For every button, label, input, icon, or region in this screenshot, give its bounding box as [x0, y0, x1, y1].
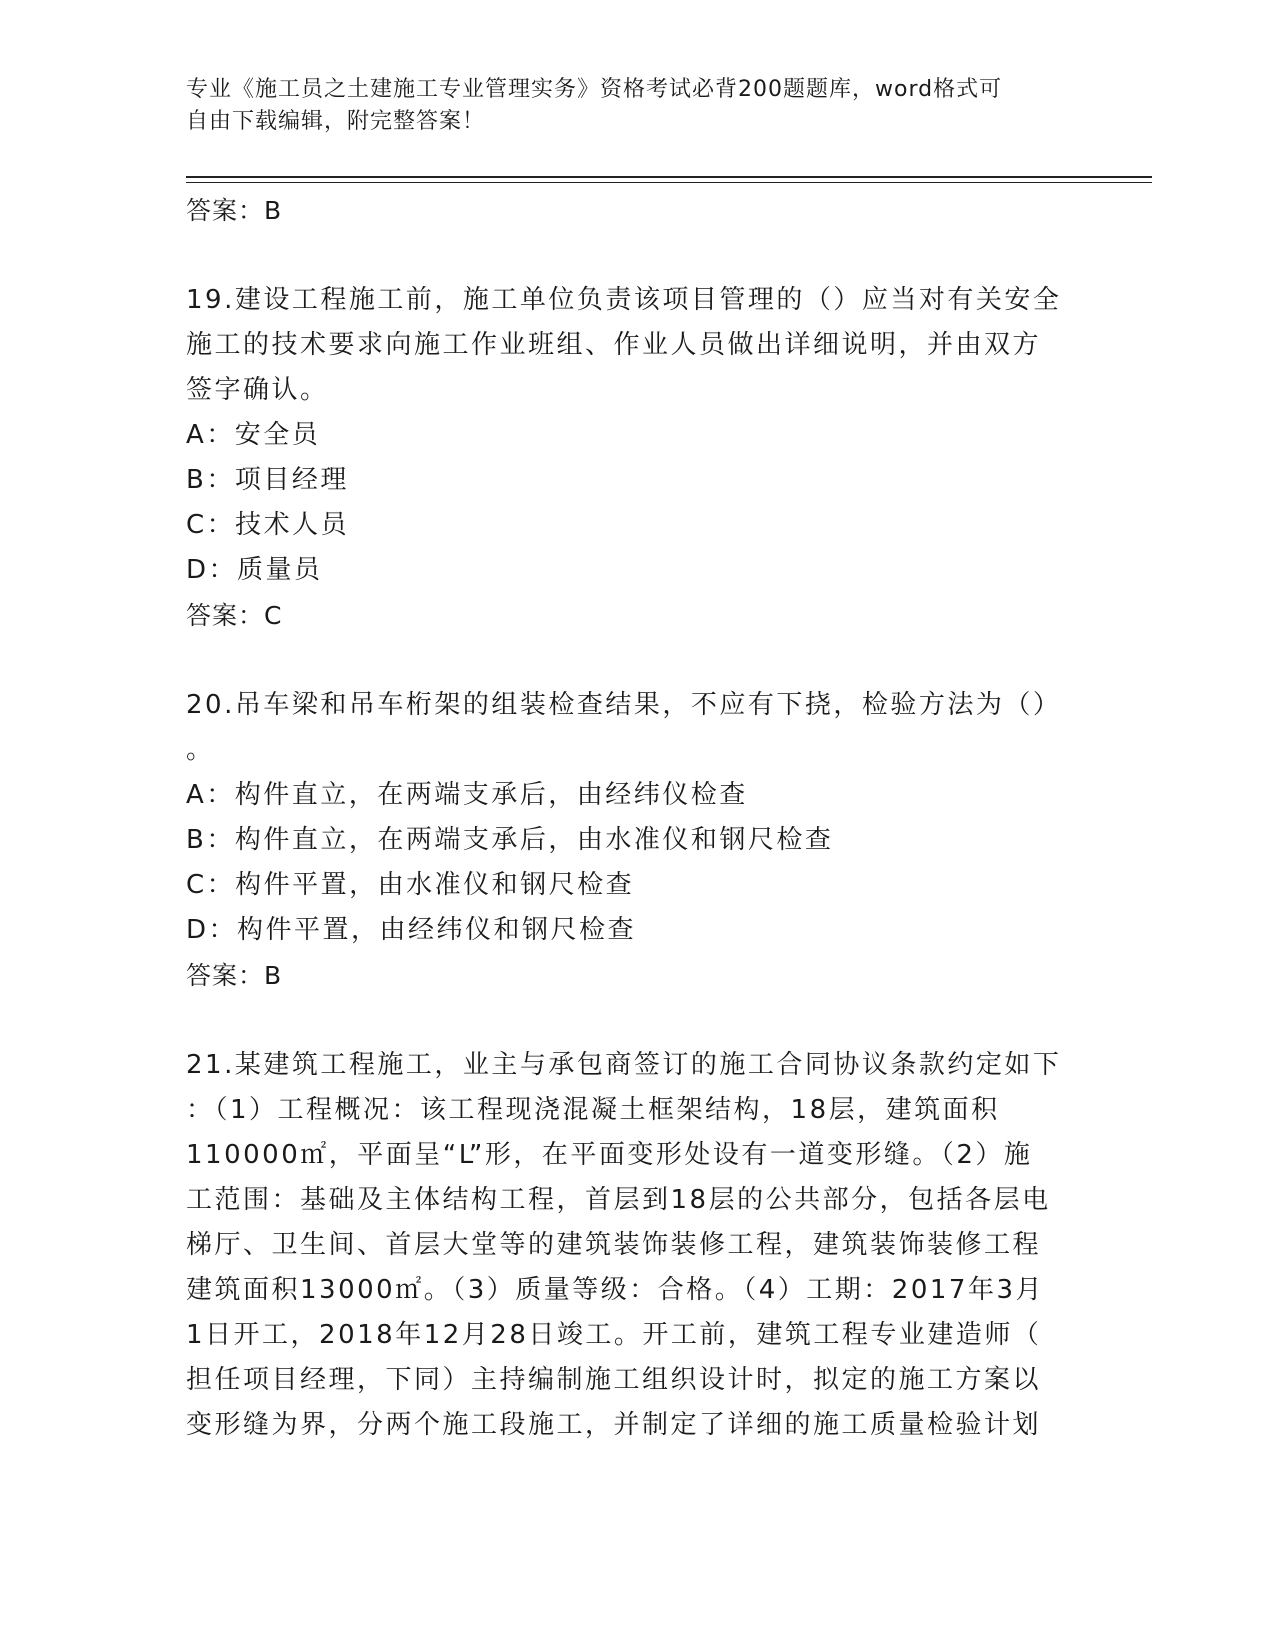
option-c: C：技术人员: [186, 510, 350, 540]
document-header: [186, 74, 1086, 138]
option-d: D：构件平置，由经纬仪和钢尺检查: [186, 915, 637, 945]
question-text-line: 梯厅、卫生间、首层大堂等的建筑装饰装修工程，建筑装饰装修工程: [186, 1230, 1042, 1260]
option-d: D：质量员: [186, 555, 323, 585]
option-a: A：构件直立，在两端支承后，由经纬仪检查: [186, 780, 748, 810]
option-a: A：安全员: [186, 420, 321, 450]
option-b: B：构件直立，在两端支承后，由水准仪和钢尺检查: [186, 825, 834, 855]
question-text-line: 担任项目经理，下同）主持编制施工组织设计时，拟定的施工方案以: [186, 1365, 1042, 1395]
question-text-line: ：（1）工程概况：该工程现浇混凝土框架结构，18层，建筑面积: [186, 1095, 1000, 1125]
spacer: [186, 233, 1076, 278]
question-text-line: 110000㎡，平面呈“L”形，在平面变形处设有一道变形缝。（2）施: [186, 1140, 1033, 1170]
question-text-line: 21.某建筑工程施工，业主与承包商签订的施工合同协议条款约定如下: [186, 1050, 1062, 1080]
question-text-line: 20.吊车梁和吊车桁架的组装检查结果，不应有下挠，检验方法为（）: [186, 690, 1062, 720]
spacer: [186, 998, 1076, 1043]
option-c: C：构件平置，由水准仪和钢尺检查: [186, 870, 635, 900]
question-text-line: 变形缝为界，分两个施工段施工，并制定了详细的施工质量检验计划: [186, 1410, 1042, 1440]
question-20: [186, 683, 1076, 998]
header-line-1: 专业《施工员之土建施工专业管理实务》资格考试必背200题题库，word格式可: [186, 77, 1003, 102]
answer: 答案：C: [186, 601, 283, 630]
header-line-2: 自由下载编辑，附完整答案！: [186, 109, 486, 134]
document-body: [186, 188, 1076, 1448]
previous-answer: 答案：B: [186, 196, 283, 225]
question-text-line: 1日开工，2018年12月28日竣工。开工前，建筑工程专业建造师（: [186, 1320, 1042, 1350]
question-21: [186, 1043, 1076, 1448]
header-rule-bottom: [186, 182, 1152, 183]
question-text-line: 。: [186, 735, 215, 765]
answer: 答案：B: [186, 961, 283, 990]
question-text-line: 施工的技术要求向施工作业班组、作业人员做出详细说明，并由双方: [186, 330, 1042, 360]
option-b: B：项目经理: [186, 465, 349, 495]
header-rule-top: [186, 176, 1152, 178]
question-text-line: 19.建设工程施工前，施工单位负责该项目管理的（）应当对有关安全: [186, 285, 1062, 315]
question-text-line: 签字确认。: [186, 375, 329, 405]
question-text-line: 工范围：基础及主体结构工程，首层到18层的公共部分，包括各层电: [186, 1185, 1051, 1215]
question-19: [186, 278, 1076, 638]
question-text-line: 建筑面积13000㎡。（3）质量等级：合格。（4）工期：2017年3月: [186, 1275, 1045, 1305]
spacer: [186, 638, 1076, 683]
